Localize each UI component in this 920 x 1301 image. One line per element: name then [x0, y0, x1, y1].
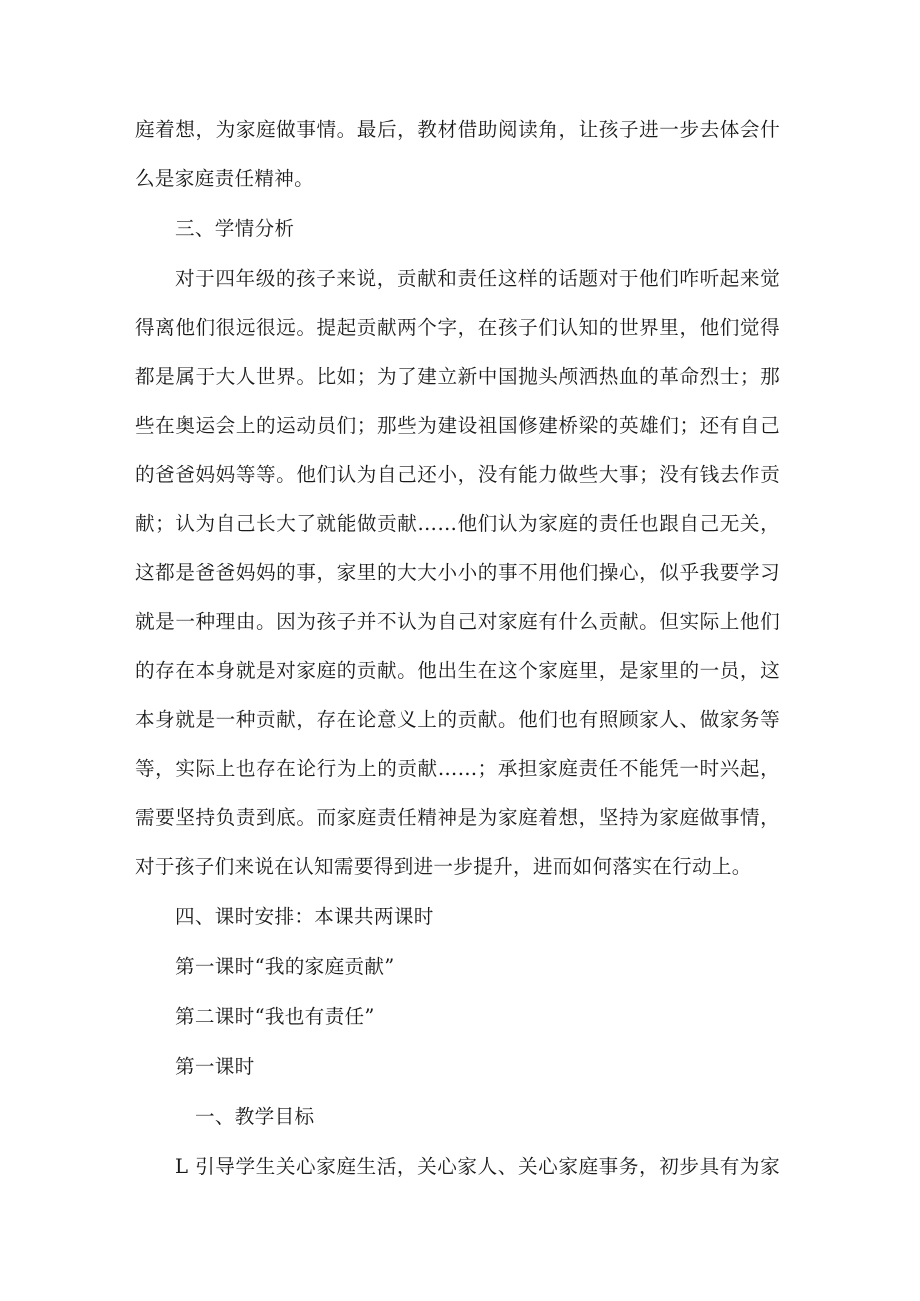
analysis-line-5: 的爸爸妈妈等等。他们认为自己还小，没有能力做些大事；没有钱去作贡 — [135, 463, 780, 486]
analysis-line-9: 的存在本身就是对家庭的贡献。他出生在这个家庭里，是家里的一员，这 — [135, 659, 780, 682]
analysis-line-7: 这都是爸爸妈妈的事，家里的大大小小的事不用他们操心，似乎我要学习 — [135, 561, 780, 584]
section-heading-schedule: 四、课时安排：本课共两课时 — [175, 905, 434, 928]
analysis-line-1: 对于四年级的孩子来说，贡献和责任这样的话题对于他们咋听起来觉 — [175, 267, 780, 290]
paragraph-top-line-1: 庭着想，为家庭做事情。最后，教材借助阅读角，让孩子进一步去体会什 — [135, 118, 780, 141]
section-heading-learning-analysis: 三、学情分析 — [175, 217, 295, 240]
objective-item-1: L 引导学生关心家庭生活，关心家人、关心家庭事务，初步具有为家 — [175, 1155, 780, 1178]
analysis-line-4: 些在奥运会上的运动员们；那些为建设祖国修建桥梁的英雄们；还有自己 — [135, 414, 780, 437]
paragraph-top-line-2: 么是家庭责任精神。 — [135, 167, 315, 190]
analysis-line-8: 就是一种理由。因为孩子并不认为自己对家庭有什么贡献。但实际上他们 — [135, 610, 780, 633]
analysis-line-13: 对于孩子们来说在认知需要得到进一步提升，进而如何落实在行动上。 — [135, 855, 752, 878]
analysis-line-12: 需要坚持负责到底。而家庭责任精神是为家庭着想，坚持为家庭做事情， — [135, 806, 780, 829]
lesson-2-title: 第二课时“我也有责任” — [175, 1005, 375, 1028]
lesson-label: 第一课时 — [175, 1055, 255, 1078]
analysis-line-2: 得离他们很远很远。提起贡献两个字，在孩子们认知的世界里，他们觉得 — [135, 316, 780, 339]
analysis-line-11: 等，实际上也存在论行为上的贡献……；承担家庭责任不能凭一时兴起， — [135, 757, 780, 780]
analysis-line-3: 都是属于大人世界。比如；为了建立新中国抛头颅洒热血的革命烈士；那 — [135, 365, 780, 388]
objectives-heading: 一、教学目标 — [195, 1105, 315, 1128]
lesson-1-title: 第一课时“我的家庭贡献” — [175, 955, 395, 978]
analysis-line-6: 献；认为自己长大了就能做贡献……他们认为家庭的责任也跟自己无关， — [135, 512, 780, 535]
analysis-line-10: 本身就是一种贡献，存在论意义上的贡献。他们也有照顾家人、做家务等 — [135, 708, 780, 731]
